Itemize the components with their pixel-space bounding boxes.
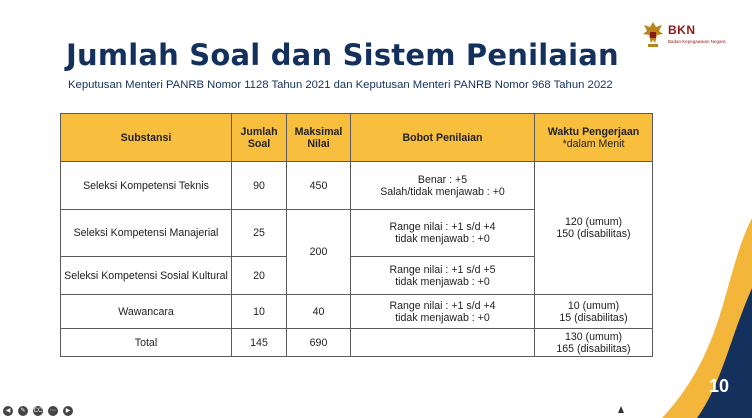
cell-maksimal-merged: 200 <box>287 210 351 295</box>
cell-substansi: Total <box>61 329 232 357</box>
slide-subtitle: Keputusan Menteri PANRB Nomor 1128 Tahun 2021 dan Keputusan Menteri PANRB Nomor 968 Tahun 2022 <box>68 79 613 91</box>
header-maksimal-nilai: Maksimal Nilai <box>287 114 351 162</box>
cell-jumlah: 20 <box>232 257 287 295</box>
table-row <box>61 295 653 329</box>
cell-bobot <box>351 295 535 329</box>
bobot-line: Range nilai : +1 s/d +5 <box>389 263 496 276</box>
header-waktu-title: Waktu Pengerjaan <box>547 125 640 138</box>
cell-substansi: Seleksi Kompetensi Teknis <box>61 162 232 210</box>
waktu-line: 130 (umum) <box>564 330 623 343</box>
bobot-line: Range nilai : +1 s/d +4 <box>389 299 496 312</box>
cell-maksimal: 450 <box>287 162 351 210</box>
edit-icon[interactable]: ✎ <box>18 406 28 416</box>
bobot-line: Range nilai : +1 s/d +4 <box>389 221 496 233</box>
cell-substansi: Wawancara <box>61 295 232 329</box>
mouse-cursor-icon <box>618 406 624 413</box>
header-jumlah-soal: Jumlah Soal <box>232 114 287 162</box>
cell-jumlah: 145 <box>232 329 287 357</box>
bkn-logo <box>641 19 751 51</box>
header-waktu-pengerjaan <box>535 114 653 162</box>
cell-waktu <box>535 329 653 357</box>
cell-jumlah: 25 <box>232 210 287 257</box>
waktu-line: 150 (disabilitas) <box>556 228 631 240</box>
cell-maksimal: 40 <box>287 295 351 329</box>
waktu-line: 10 (umum) <box>567 299 620 312</box>
header-bobot-penilaian: Bobot Penilaian <box>351 114 535 162</box>
waktu-line: 120 (umum) <box>564 216 623 228</box>
logo-name: BKN <box>668 23 696 37</box>
table-total-row <box>61 329 653 357</box>
page-number: 10 <box>709 376 730 396</box>
slide-title: Jumlah Soal dan Sistem Penilaian <box>66 38 619 72</box>
table-header-row <box>61 114 653 162</box>
header-substansi: Substansi <box>61 114 232 162</box>
next-icon[interactable]: ▶ <box>63 406 73 416</box>
cell-jumlah: 90 <box>232 162 287 210</box>
cell-substansi: Seleksi Kompetensi Manajerial <box>61 210 232 257</box>
bobot-line: tidak menjawab : +0 <box>395 233 490 245</box>
bobot-line: tidak menjawab : +0 <box>395 275 490 288</box>
previous-icon[interactable]: ◀ <box>3 406 13 416</box>
player-controls <box>3 406 73 418</box>
table-row <box>61 162 653 210</box>
scoring-table <box>60 113 653 357</box>
cell-bobot-empty <box>351 329 535 357</box>
garuda-emblem-icon <box>641 19 665 49</box>
logo-tagline: Badan Kepegawaian Negara <box>668 39 726 44</box>
cell-jumlah: 10 <box>232 295 287 329</box>
waktu-line: 165 (disabilitas) <box>556 342 631 355</box>
bobot-line: tidak menjawab : +0 <box>395 311 490 324</box>
cell-waktu-merged <box>535 162 653 295</box>
header-waktu-sub: *dalam Menit <box>562 137 625 150</box>
cell-bobot <box>351 257 535 295</box>
cell-substansi: Seleksi Kompetensi Sosial Kultural <box>61 257 232 295</box>
bobot-line: Benar : +5 <box>417 173 468 186</box>
cell-bobot <box>351 210 535 257</box>
captions-icon[interactable]: CC <box>33 408 43 414</box>
waktu-line: 15 (disabilitas) <box>559 311 628 324</box>
cell-maksimal: 690 <box>287 329 351 357</box>
cell-waktu <box>535 295 653 329</box>
bobot-line: Salah/tidak menjawab : +0 <box>380 185 505 198</box>
more-icon[interactable]: ⋯ <box>50 408 56 414</box>
cell-bobot <box>351 162 535 210</box>
